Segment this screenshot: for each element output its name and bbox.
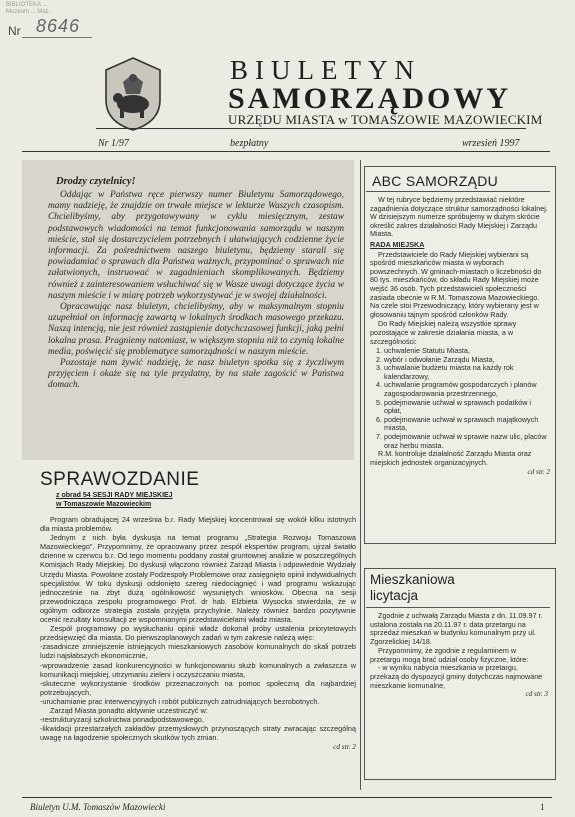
intro-paragraph: Oddając w Państwa ręce pierwszy numer Biuletynu Samorządowego, mamy nadzieję, że znajdzie on trwałe miejsce w lekturze Waszych czasopism. Chcielibyśmy, aby przygotowywany w cyklu miesięcznym, zestaw podstawowych wiadomości na temat funkcjonowania samorządu w naszym mieście, stał się dostarczycielem potrzebnych i ułatwiających codzienne życie informacji. Za pośrednictwem naszego biuletynu, będziemy starali się powiadamiać o sprawach dla Państwa ważnych, przypominać o sprawach nie załatwionych, instruować w zagadnieniach skomplikowanych. Będziemy również z zainteresowaniem wsłuchiwać się w Wasze uwagi dotyczące życia w naszym mieście i w miarę potrzeb wykorzystywać je w swojej działalności. bbox=[48, 190, 344, 301]
library-stamp bbox=[6, 2, 156, 16]
auction-paragraph: Zgodnie z uchwałą Zarządu Miasta z dn. 11.09.97 r. ustalona została na 20.11.97 r. data przetargu na sprzedaż mieszkań w budynku komunalnym przy ul. Zgorzelickiej 14/18. bbox=[370, 611, 543, 647]
page-number: 1 bbox=[540, 802, 545, 812]
header-rule bbox=[22, 151, 550, 152]
masthead-subtitle: URZĘDU MIASTA w TOMASZOWIE MAZOWIECKIM bbox=[228, 112, 543, 127]
report-item: -restrukturyzacji szkolnictwa ponadpodstawowego, bbox=[40, 715, 204, 725]
intro-paragraph: Opracowując nasz biuletyn, chcielibyśmy, aby w maksymalnym stopniu uzupełniał on informację zawartą w lokalnych środkach masowego przekazu. Naszą intencją, nie jest również zastąpienie dotychczasowej funkcji, jaką pełni lokalna prasa. Pragniemy natomiast, w większym stopniu niż to czynią lokalne media, poświęcić się problematyce samorządności w naszym mieście. bbox=[48, 302, 344, 357]
title-line-2: SAMORZĄDOWY bbox=[228, 82, 512, 115]
report-title: SPRAWOZDANIE bbox=[40, 469, 200, 490]
rada-heading: RADA MIEJSKA bbox=[370, 239, 425, 249]
stamp-line-1: BIBLIOTEKA ... bbox=[6, 2, 48, 8]
report-item: -zasadnicze zmniejszenie istniejących mieszkaniowych zasobów komunalnych do skali potrzeb ludzi najsłabszych ekonomicznie, bbox=[40, 642, 356, 661]
rada-paragraph: Przedstawiciele do Rady Miejskiej wybierani są spośród mieszkańców miasta w wyborach powszechnych. W gminach-miastach o liczebności do 80 tys. mieszkańców, do składu Rady Miejskiej może wejść 36 osób. Tych przedstawicieli społeczności zasiada obecnie w R.M. Tomaszowa Mazowieckiego. Na czele stoi Przewodniczący, który wybierany jest w głosowaniu tajnym spośród członków Rady. bbox=[370, 249, 542, 319]
report-location: w Tomaszowie Mazowieckim bbox=[56, 501, 152, 508]
footer-rule bbox=[22, 797, 552, 798]
price-label: bezpłatny bbox=[230, 138, 269, 149]
report-item: -likwidacji przestarzałych zakładów przemysłowych przynoszących straty zwracając szczególną uwagę na łagodzenie społecznych skutków tych zmian. bbox=[40, 724, 356, 743]
report-paragraph: Jednym z nich była dyskusja na temat programu „Strategia Rozwoju Tomaszowa Mazowieckiego”. Przypomnimy, że opracowany przez zespół ekspertów program, ujrzał światło dzienne w czerwcu b.r. Od tego momentu poddany został gruntownej analizie w poszczególnych Komisjach Rady Miejskiej. Do dyskusji włączono również Zarząd Miasta i odpowiednie Wydziały Urzędu Miasta. Powołane zostały Podzespoły Problemowe oraz zasięgnięto opinii indywidualnych specjalistów. W toku dyskusji odsłonięto szereg niedociągnięć i wad programu wskazując jednocześnie na zbyt dużą ogólnikowość wysuniętych wniosków. Obecna na sesji przewodnicząca zespołu programowego Prof. dr hab. Elżbieta Wysocka stwierdziła, że w ogólnym odbiorze strategia została przyjęta przychylnie. Należy również bardzo pozytywnie ocenić rezultaty konsultacji ze wspomnianymi przedstawicielami władz miasta. bbox=[40, 533, 356, 625]
list-item: 6. podejmowanie uchwał w sprawach majątkowych miasta, bbox=[384, 416, 550, 433]
column-divider bbox=[360, 160, 361, 790]
title-line-1: BIULETYN bbox=[230, 55, 421, 85]
rada-paragraph: Do Rady Miejskiej należą wszystkie sprawy pozostające w zakresie działania miasta, a w szczególności: bbox=[370, 319, 517, 346]
inventory-line bbox=[22, 37, 92, 38]
continued-note: cd str. 3 bbox=[525, 690, 548, 699]
list-item: 7. podejmowanie uchwał w sprawie nazw ulic, placów oraz herbu miasta. bbox=[384, 433, 550, 450]
report-item: -skuteczne wykorzystanie środków przeznaczonych na pomoc społeczną dla najbardziej potrzebujących, bbox=[40, 678, 356, 697]
report-body bbox=[40, 515, 356, 751]
continued-note: cd str. 2 bbox=[333, 742, 356, 752]
intro-text bbox=[48, 190, 344, 392]
list-item: 5. podejmowanie uchwał w sprawach podatków i opłat, bbox=[384, 399, 550, 416]
abc-rule bbox=[366, 191, 550, 192]
issue-number: Nr 1/97 bbox=[98, 138, 129, 149]
inventory-label: Nr bbox=[8, 24, 21, 38]
list-item: 4. uchwalanie programów gospodarczych i planów zagospodarowania przestrzennego, bbox=[384, 381, 550, 398]
intro-greeting: Drodzy czytelnicy! bbox=[56, 176, 136, 187]
footer-publication: Biuletyn U.M. Tomaszów Mazowiecki bbox=[30, 802, 166, 812]
auction-title bbox=[370, 572, 455, 604]
report-item: -uruchamianie prac interwencyjnych i robót publicznych zatrudniających bezrobotnych. bbox=[40, 696, 320, 706]
auction-paragraph: - w wyniku nabycia mieszkania w przetargu, przekażą do dyspozycji gminy dotychczas najmowane mieszkanie komunalne, bbox=[370, 663, 543, 690]
rada-paragraph: R.M. kontroluje działalność Zarządu Miasta oraz miejskich jednostek organizacyjnych. bbox=[370, 449, 532, 467]
report-paragraph: Program obradującej 24 września b.r. Rady Miejskiej koncentrował się wokół kilku istotnych dla miasta problemów. bbox=[40, 515, 356, 534]
list-item: 2. wybór i odwołanie Zarządu Miasta, bbox=[384, 356, 550, 365]
rada-list bbox=[370, 347, 550, 450]
list-item: 3. uchwalanie budżetu miasta na każdy rok kalendarzowy, bbox=[384, 364, 550, 381]
intro-paragraph: Pozostaje nam żywić nadzieję, że nasz biuletyn spotka się z życzliwym przyjęciem i okaże się na tyle przydatny, by na stałe zagościć w Państwa domach. bbox=[48, 358, 344, 391]
city-crest-icon bbox=[98, 52, 168, 132]
report-paragraph: Zarząd Miasta ponadto aktywnie uczestniczyć w: bbox=[50, 705, 208, 715]
abc-title: ABC SAMORZĄDU bbox=[372, 173, 499, 189]
auction-title-line-2: licytacja bbox=[370, 588, 419, 603]
report-item: -wprowadzenie zasad konkurencyjności w funkcjonowaniu służb komunalnych a zwłaszcza w komunikacji miejskiej, utrzymaniu zieleni i oczyszczaniu miasta, bbox=[40, 660, 356, 679]
inventory-number: 8646 bbox=[36, 16, 81, 36]
report-paragraph: Zespół programowy po wysłuchaniu opinii władz dokonał próby ustalenia priorytetowych przedsięwzięć dla miasta. Do pierwszoplanowych zadań w tym zakresie należą więc: bbox=[40, 624, 356, 643]
abc-body bbox=[370, 196, 550, 477]
auction-paragraph: Przypomnimy, że zgodnie z regulaminem w przetargu mogą brać udział osoby fizyczne, które: bbox=[370, 645, 529, 664]
auction-body bbox=[370, 612, 548, 699]
issue-date: wrzesień 1997 bbox=[462, 138, 520, 149]
abc-intro: W tej rubryce będziemy przedstawiać niektóre zagadnienia dotyczące struktur samorządności lokalnej. W dzisiejszym numerze spróbujemy w dużym skrócie określić zakres działalności Rady Miejskiej i Zarządu Miasta. bbox=[370, 195, 548, 239]
continued-note: cd str. 2 bbox=[527, 468, 550, 477]
report-subtitle: z obrad 54 SESJI RADY MIEJSKIEJ bbox=[56, 492, 173, 499]
auction-title-line-1: Mieszkaniowa bbox=[370, 572, 455, 587]
masthead-rule bbox=[96, 128, 526, 129]
auction-rule bbox=[366, 607, 550, 608]
list-item: 1. uchwalenie Statutu Miasta, bbox=[384, 347, 550, 356]
stamp-line-2: Muzeum ... Maz. bbox=[6, 9, 51, 15]
